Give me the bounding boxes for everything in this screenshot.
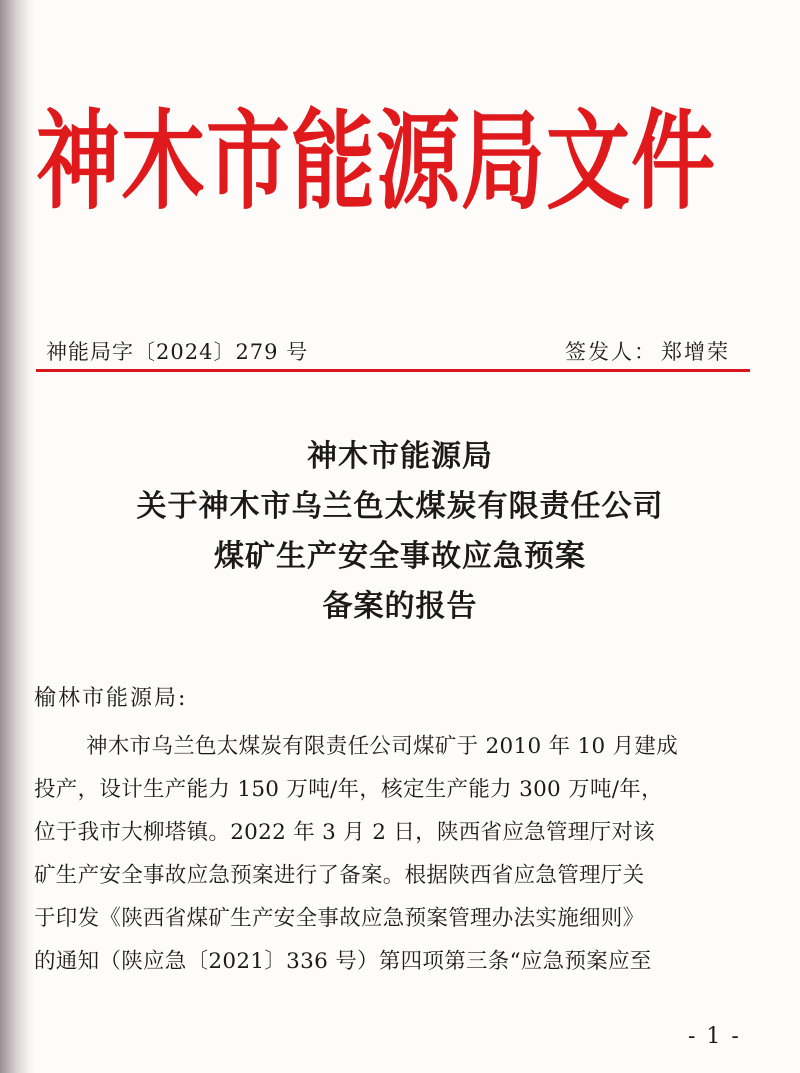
document-header-title: 神木市能源局文件: [36, 97, 717, 224]
report-title: [60, 432, 740, 632]
report-title-line: 关于神木市乌兰色太煤炭有限责任公司: [136, 489, 664, 524]
body-line: 位于我市大柳塔镇。2022 年 3 月 2 日，陕西省应急管理厅对该: [34, 820, 655, 845]
body-line: 矿生产安全事故应急预案进行了备案。根据陕西省应急管理厅关: [34, 863, 645, 888]
document-number: 神能局字〔2024〕279 号: [46, 340, 309, 364]
signer-label: 签发人：: [565, 340, 657, 364]
body-paragraph: [34, 725, 754, 983]
header-divider-line: [36, 369, 750, 372]
signer-name: 郑增荣: [661, 340, 730, 364]
page-number: - 1 -: [688, 1024, 741, 1049]
signer: [565, 336, 730, 366]
report-title-line: 神木市能源局: [307, 439, 493, 474]
body-line: 的通知（陕应急〔2021〕336 号）第四项第三条“应急预案应至: [34, 949, 652, 974]
body-line: 于印发《陕西省煤矿生产安全事故应急预案管理办法实施细则》: [34, 906, 645, 931]
body-line: 投产，设计生产能力 150 万吨/年，核定生产能力 300 万吨/年，: [34, 777, 663, 802]
body-line: 神木市乌兰色太煤炭有限责任公司煤矿于 2010 年 10 月建成: [86, 734, 679, 759]
binding-shadow: [0, 0, 34, 1073]
report-title-line: 煤矿生产安全事故应急预案: [214, 539, 586, 574]
salutation: 榆林市能源局:: [34, 686, 188, 711]
report-title-line: 备案的报告: [322, 589, 478, 624]
